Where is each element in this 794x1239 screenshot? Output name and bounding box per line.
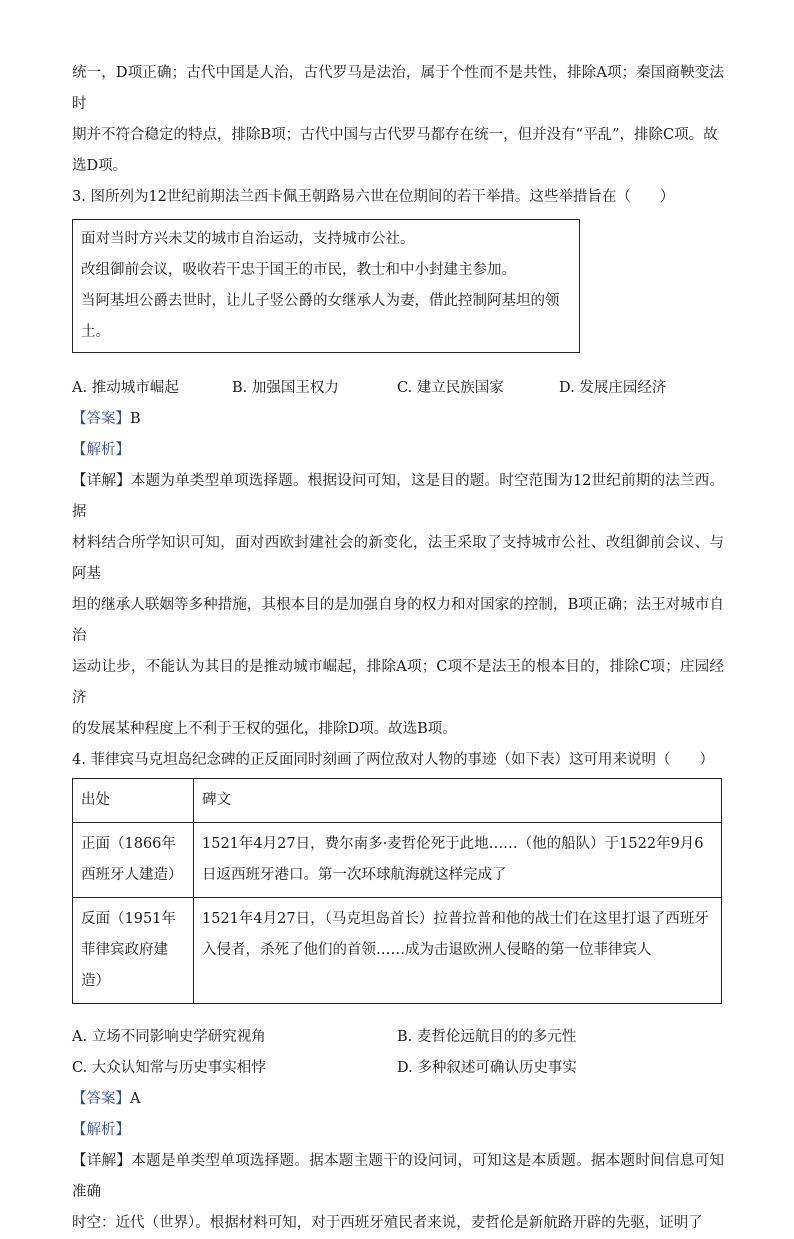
row-text: 1521年4月27日，（马克坦岛首长）拉普拉普和他的战士们在这里打退了西班牙入侵者，杀死了他们的首领……成为击退欧洲人侵略的第一位菲律宾人 bbox=[194, 898, 722, 1004]
prev-explanation-line-2: 期并不符合稳定的特点，排除B项；古代中国与古代罗马都存在统一，但并没有“平乱”，排除C项。故 bbox=[72, 127, 718, 143]
option-d: D. 多种叙述可确认历史事实 bbox=[397, 1060, 577, 1076]
question-4-analysis-tag: 【解析】 bbox=[72, 1122, 130, 1138]
question-3-detail-line-2: 材料结合所学知识可知，面对西欧封建社会的新变化，法王采取了支持城市公社、改组御前会议、与阿基 bbox=[72, 535, 724, 582]
answer-tag: 【答案】 bbox=[72, 411, 130, 427]
option-b: B. 麦哲伦远航目的的多元性 bbox=[397, 1029, 577, 1045]
row-source: 反面（1951年菲律宾政府建造） bbox=[73, 898, 194, 1004]
question-4-stem: 4. 菲律宾马克坦岛纪念碑的正反面同时刻画了两位敌对人物的事迹（如下表）这可用来说明（ ） bbox=[72, 752, 714, 768]
question-3-detail-line-1 bbox=[72, 466, 724, 528]
answer-value: B bbox=[130, 411, 141, 427]
detail-text: 本题为单类型单项选择题。根据设问可知，这是目的题。时空范围为12世纪前期的法兰西。据 bbox=[72, 473, 724, 520]
question-4-table bbox=[72, 778, 722, 1004]
detail-tag: 【详解】 bbox=[72, 1153, 132, 1169]
question-3-answer bbox=[72, 404, 724, 435]
row-source: 正面（1866年西班牙人建造） bbox=[73, 823, 194, 898]
material-line: 面对当时方兴未艾的城市自治运动，支持城市公社。 bbox=[81, 231, 415, 247]
answer-value: A bbox=[130, 1091, 141, 1107]
header-inscription: 碑文 bbox=[194, 779, 722, 823]
table-row bbox=[73, 823, 722, 898]
option-a: A. 推动城市崛起 bbox=[72, 380, 179, 396]
question-4-detail-line-1 bbox=[72, 1146, 724, 1208]
question-3-analysis-tag: 【解析】 bbox=[72, 442, 130, 458]
detail-text: 本题是单类型单项选择题。据本题主题干的设问词，可知这是本质题。据本题时间信息可知准确 bbox=[72, 1153, 725, 1200]
material-line: 当阿基坦公爵去世时，让儿子竖公爵的女继承人为妻，借此控制阿基坦的领土。 bbox=[81, 293, 560, 340]
prev-explanation-line-3: 选D项。 bbox=[72, 158, 128, 174]
question-3-detail-line-4: 运动让步，不能认为其目的是推动城市崛起，排除A项；C项不是法王的根本目的，排除C项；庄园经济 bbox=[72, 659, 724, 706]
material-line: 改组御前会议，吸收若干忠于国王的市民，教士和中小封建主参加。 bbox=[81, 262, 516, 278]
option-c: C. 建立民族国家 bbox=[397, 380, 504, 396]
row-text: 1521年4月27日，费尔南多·麦哲伦死于此地……（他的船队）于1522年9月6日返西班牙港口。第一次环球航海就这样完成了 bbox=[194, 823, 722, 898]
option-b: B. 加强国王权力 bbox=[232, 380, 339, 396]
document-page bbox=[72, 58, 724, 1239]
table-row bbox=[73, 898, 722, 1004]
question-3-stem: 3. 图所列为12世纪前期法兰西卡佩王朝路易六世在位期间的若干举措。这些举措旨在（ ） bbox=[72, 189, 675, 205]
option-c: C. 大众认知常与历史事实相悖 bbox=[72, 1060, 266, 1076]
question-4-options bbox=[72, 1022, 724, 1084]
answer-tag: 【答案】 bbox=[72, 1091, 130, 1107]
option-a: A. 立场不同影响史学研究视角 bbox=[72, 1029, 266, 1045]
question-3-detail-line-5: 的发展某种程度上不利于王权的强化，排除D项。故选B项。 bbox=[72, 721, 457, 737]
header-source: 出处 bbox=[73, 779, 194, 823]
question-4-answer bbox=[72, 1084, 724, 1115]
question-4-detail-line-2: 时空：近代（世界）。根据材料可知，对于西班牙殖民者来说，麦哲伦是新航路开辟的先驱，证明了 bbox=[72, 1215, 703, 1231]
table-header-row bbox=[73, 779, 722, 823]
detail-tag: 【详解】 bbox=[72, 473, 131, 489]
question-3-detail-line-3: 坦的继承人联姻等多种措施，其根本目的是加强自身的权力和对国家的控制，B项正确；法王对城市自治 bbox=[72, 597, 724, 644]
question-3-options bbox=[72, 373, 724, 404]
question-3-material-box bbox=[72, 219, 580, 353]
option-d: D. 发展庄园经济 bbox=[559, 380, 667, 396]
prev-explanation-line-1: 统一，D项正确；古代中国是人治，古代罗马是法治，属于个性而不是共性，排除A项；秦国商鞅变法时 bbox=[72, 65, 724, 112]
